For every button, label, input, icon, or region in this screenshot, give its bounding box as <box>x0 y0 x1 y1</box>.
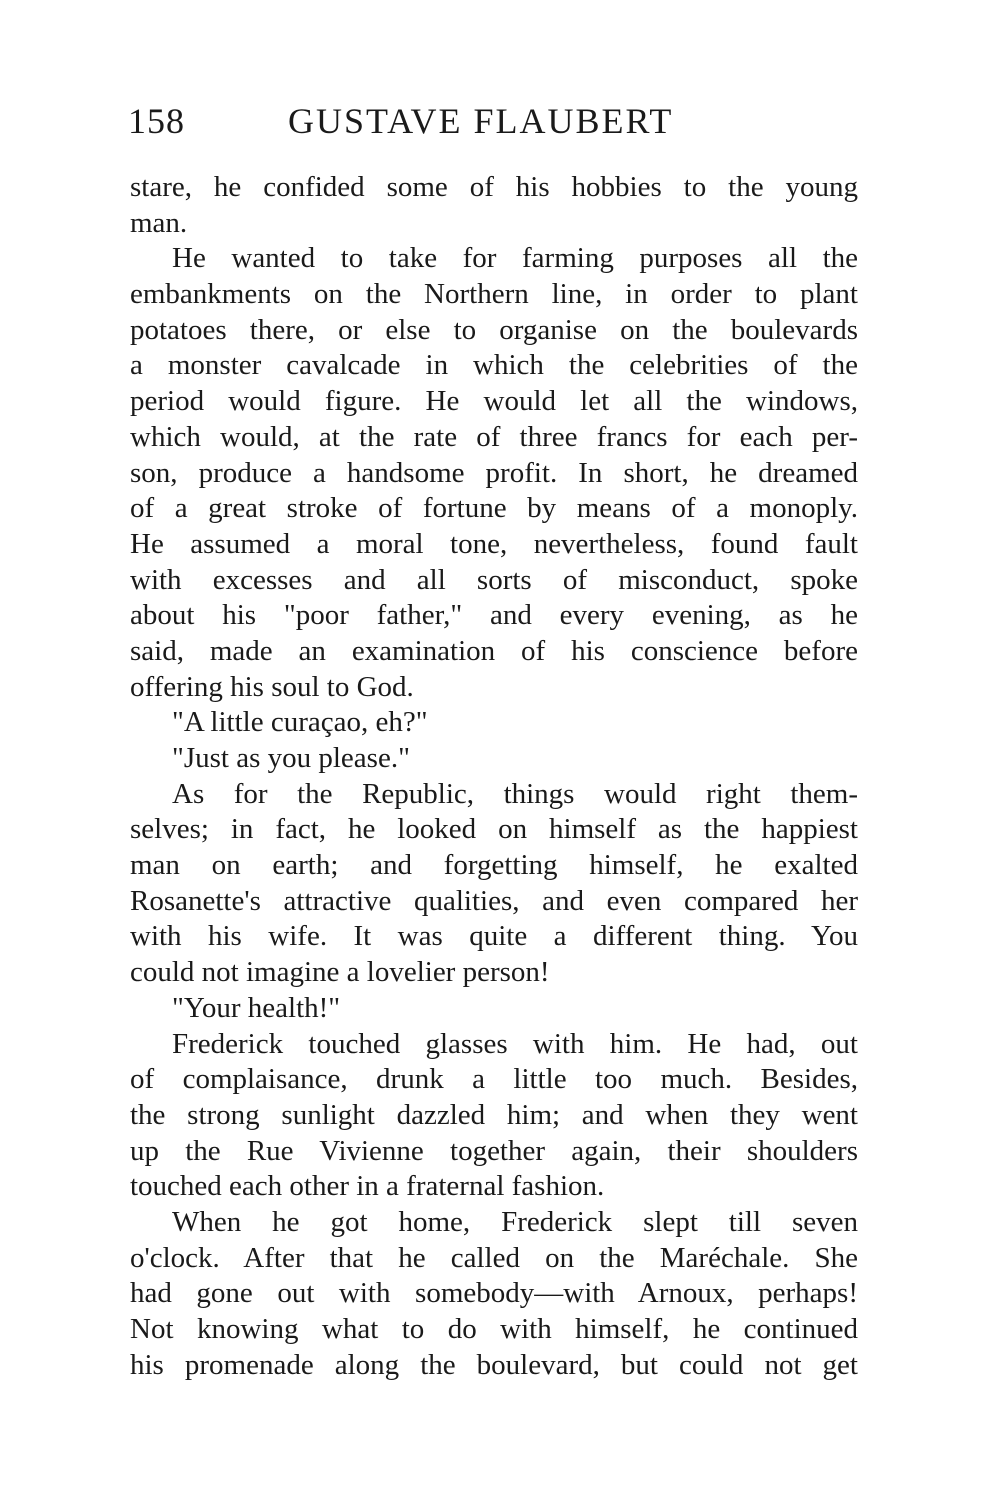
text-line: touched each other in a fraternal fashion. <box>130 1170 605 1203</box>
text-line: Not knowing what to do with himself, he continued <box>130 1313 858 1345</box>
text-line: with excesses and all sorts of misconduct, spoke <box>130 563 858 596</box>
text-line: with his wife. It was quite a different thing. You <box>130 920 858 953</box>
text-line: He wanted to take for farming purposes all the <box>172 242 858 275</box>
text-line: son, produce a handsome profit. In short, he dreamed <box>130 456 858 489</box>
text-line: selves; in fact, he looked on himself as the happiest <box>130 813 858 846</box>
text-line: up the Rue Vivienne together again, their shoulders <box>130 1134 858 1167</box>
text-line: a monster cavalcade in which the celebrities of the <box>130 349 858 382</box>
text-line: "Your health!" <box>172 991 341 1024</box>
text-line: man. <box>130 206 188 239</box>
text-line: He assumed a moral tone, nevertheless, found fault <box>130 527 858 560</box>
text-line: period would figure. He would let all the windows, <box>130 385 858 418</box>
text-line: man on earth; and forgetting himself, he exalted <box>130 849 858 882</box>
text-line: his promenade along the boulevard, but could not get <box>130 1348 858 1381</box>
page-number: 158 <box>128 101 185 141</box>
text-line: Rosanette's attractive qualities, and even compared her <box>130 884 858 917</box>
text-line: the strong sunlight dazzled him; and when they went <box>130 1098 858 1131</box>
text-line: Frederick touched glasses with him. He had, out <box>172 1027 858 1060</box>
text-line: stare, he confided some of his hobbies to the young <box>130 171 858 203</box>
text-line: offering his soul to God. <box>130 670 414 703</box>
text-line: "A little curaçao, eh?" <box>172 706 428 739</box>
page-header <box>128 100 858 148</box>
text-line: about his "poor father," and every evening, as he <box>130 599 858 632</box>
body-text <box>130 170 858 1383</box>
text-line: embankments on the Northern line, in order to plant <box>130 278 858 311</box>
text-line: which would, at the rate of three francs for each per- <box>130 420 858 453</box>
text-line: had gone out with somebody—with Arnoux, perhaps! <box>130 1277 858 1310</box>
text-line: potatoes there, or else to organise on the boulevards <box>130 313 858 346</box>
text-line: "Just as you please." <box>172 742 410 774</box>
running-title: GUSTAVE FLAUBERT <box>288 101 674 141</box>
text-line: When he got home, Frederick slept till seven <box>172 1205 858 1238</box>
text-line: said, made an examination of his conscience before <box>130 634 858 667</box>
text-line: As for the Republic, things would right them- <box>172 777 858 810</box>
text-line: of complaisance, drunk a little too much. Besides, <box>130 1063 858 1096</box>
text-line: o'clock. After that he called on the Maréchale. She <box>130 1241 858 1274</box>
text-line: could not imagine a lovelier person! <box>130 956 550 989</box>
text-line: of a great stroke of fortune by means of a monoply. <box>130 492 858 525</box>
